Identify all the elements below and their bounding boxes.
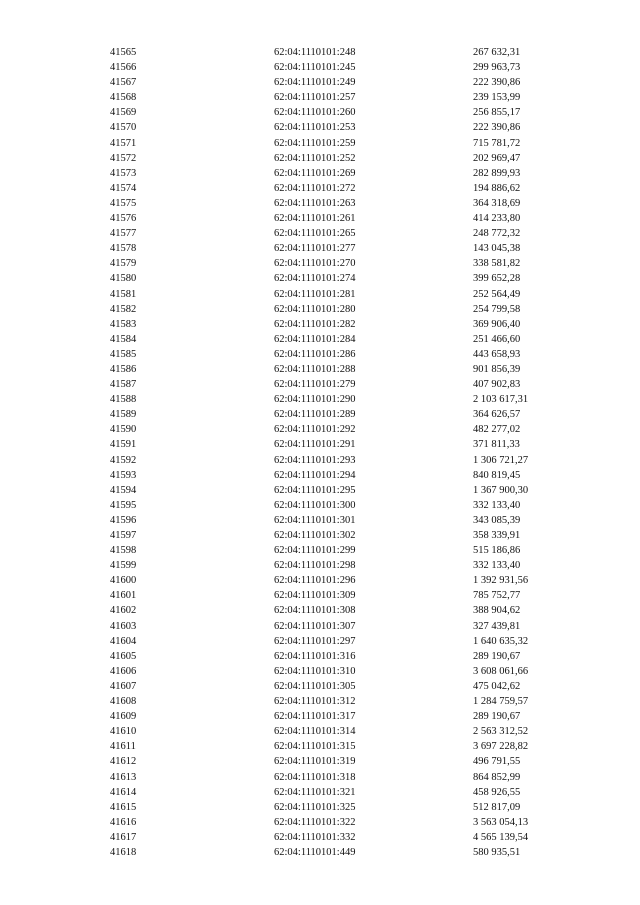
row-number: 41567 [110, 77, 137, 89]
cadastral-number: 62:04:1110101:269 [274, 167, 356, 179]
cadastral-number: 62:04:1110101:281 [274, 288, 356, 300]
table-row [0, 483, 640, 498]
table-row [0, 468, 640, 483]
cadastral-number: 62:04:1110101:321 [274, 786, 356, 798]
table-row [0, 739, 640, 754]
cadastral-value: 482 277,02 [473, 424, 521, 436]
cadastral-value: 143 045,38 [473, 243, 521, 255]
row-number: 41584 [110, 333, 137, 345]
cadastral-number: 62:04:1110101:249 [274, 77, 356, 89]
row-number: 41611 [110, 741, 136, 753]
cadastral-value: 364 318,69 [473, 197, 521, 209]
table-row [0, 619, 640, 634]
table-row [0, 634, 640, 649]
cadastral-value: 407 902,83 [473, 379, 521, 391]
cadastral-number: 62:04:1110101:259 [274, 137, 356, 149]
row-number: 41600 [110, 575, 137, 587]
table-row [0, 211, 640, 226]
table-row [0, 709, 640, 724]
table-row [0, 588, 640, 603]
cadastral-number: 62:04:1110101:292 [274, 424, 356, 436]
row-number: 41572 [110, 152, 137, 164]
cadastral-value: 3 697 228,82 [473, 741, 529, 753]
table-row [0, 271, 640, 286]
row-number: 41609 [110, 711, 137, 723]
cadastral-number: 62:04:1110101:252 [274, 152, 356, 164]
row-number: 41618 [110, 846, 137, 858]
cadastral-value: 343 085,39 [473, 514, 521, 526]
cadastral-number: 62:04:1110101:309 [274, 590, 356, 602]
cadastral-number: 62:04:1110101:310 [274, 665, 356, 677]
cadastral-number: 62:04:1110101:322 [274, 816, 356, 828]
cadastral-value: 1 284 759,57 [473, 696, 529, 708]
cadastral-value: 1 306 721,27 [473, 454, 529, 466]
cadastral-number: 62:04:1110101:257 [274, 92, 356, 104]
table-row [0, 45, 640, 60]
cadastral-value: 2 103 617,31 [473, 394, 529, 406]
row-number: 41579 [110, 258, 137, 270]
cadastral-value: 267 632,31 [473, 47, 521, 58]
table-row [0, 603, 640, 618]
cadastral-value: 388 904,62 [473, 605, 521, 617]
row-number: 41601 [110, 590, 137, 602]
cadastral-value: 580 935,51 [473, 846, 521, 858]
cadastral-number: 62:04:1110101:307 [274, 620, 356, 632]
table-row [0, 437, 640, 452]
table-row [0, 347, 640, 362]
table-row [0, 664, 640, 679]
row-number: 41575 [110, 197, 137, 209]
cadastral-value: 443 658,93 [473, 348, 521, 360]
table-row [0, 256, 640, 271]
cadastral-number: 62:04:1110101:449 [274, 846, 356, 858]
table-row [0, 287, 640, 302]
cadastral-value: 4 565 139,54 [473, 831, 529, 843]
row-number: 41588 [110, 394, 137, 406]
table-row [0, 407, 640, 422]
cadastral-value: 256 855,17 [473, 107, 521, 119]
cadastral-number: 62:04:1110101:299 [274, 545, 356, 557]
table-row [0, 543, 640, 558]
row-number: 41612 [110, 756, 137, 768]
cadastral-value: 715 781,72 [473, 137, 521, 149]
cadastral-number: 62:04:1110101:265 [274, 228, 356, 240]
table-row [0, 75, 640, 90]
row-number: 41604 [110, 635, 137, 647]
row-number: 41586 [110, 363, 137, 375]
row-number: 41585 [110, 348, 137, 360]
table-row [0, 649, 640, 664]
row-number: 41577 [110, 228, 137, 240]
cadastral-number: 62:04:1110101:297 [274, 635, 356, 647]
table-row [0, 90, 640, 105]
cadastral-value: 332 133,40 [473, 499, 521, 511]
table-row [0, 226, 640, 241]
table-row [0, 317, 640, 332]
table-row [0, 498, 640, 513]
cadastral-number: 62:04:1110101:298 [274, 560, 356, 572]
cadastral-number: 62:04:1110101:314 [274, 726, 356, 738]
cadastral-number: 62:04:1110101:279 [274, 379, 356, 391]
row-number: 41568 [110, 92, 137, 104]
cadastral-number: 62:04:1110101:291 [274, 439, 356, 451]
cadastral-value: 901 856,39 [473, 363, 521, 375]
row-number: 41589 [110, 409, 137, 421]
cadastral-value: 202 969,47 [473, 152, 521, 164]
table-row [0, 377, 640, 392]
table-row [0, 679, 640, 694]
row-number: 41607 [110, 680, 137, 692]
table-row [0, 513, 640, 528]
cadastral-number: 62:04:1110101:325 [274, 801, 356, 813]
cadastral-value: 251 466,60 [473, 333, 521, 345]
table-row [0, 120, 640, 135]
table-row [0, 105, 640, 120]
cadastral-value: 3 563 054,13 [473, 816, 529, 828]
row-number: 41576 [110, 213, 137, 225]
cadastral-value: 282 899,93 [473, 167, 521, 179]
table-row [0, 770, 640, 785]
cadastral-value: 1 640 635,32 [473, 635, 529, 647]
cadastral-number: 62:04:1110101:286 [274, 348, 356, 360]
table-row [0, 785, 640, 800]
cadastral-value: 2 563 312,52 [473, 726, 529, 738]
cadastral-number: 62:04:1110101:293 [274, 454, 356, 466]
row-number: 41570 [110, 122, 137, 134]
cadastral-value: 785 752,77 [473, 590, 521, 602]
row-number: 41615 [110, 801, 137, 813]
table-row [0, 332, 640, 347]
cadastral-value: 458 926,55 [473, 786, 521, 798]
cadastral-value: 840 819,45 [473, 469, 521, 481]
row-number: 41596 [110, 514, 137, 526]
table-row [0, 60, 640, 75]
cadastral-value: 371 811,33 [473, 439, 520, 451]
row-number: 41582 [110, 303, 137, 315]
cadastral-value: 239 153,99 [473, 92, 521, 104]
cadastral-value: 194 886,62 [473, 182, 521, 194]
row-number: 41583 [110, 318, 137, 330]
row-number: 41573 [110, 167, 137, 179]
row-number: 41590 [110, 424, 137, 436]
cadastral-value: 864 852,99 [473, 771, 521, 783]
table-row [0, 573, 640, 588]
cadastral-number: 62:04:1110101:312 [274, 696, 356, 708]
cadastral-value: 414 233,80 [473, 213, 521, 225]
cadastral-value: 364 626,57 [473, 409, 521, 421]
row-number: 41597 [110, 530, 137, 541]
cadastral-number: 62:04:1110101:295 [274, 484, 356, 496]
row-number: 41571 [110, 137, 137, 149]
cadastral-number: 62:04:1110101:317 [274, 711, 356, 723]
cadastral-number: 62:04:1110101:308 [274, 605, 356, 617]
table-row [0, 724, 640, 739]
row-number: 41593 [110, 469, 137, 481]
row-number: 41566 [110, 62, 137, 74]
cadastral-number: 62:04:1110101:274 [274, 273, 356, 285]
row-number: 41598 [110, 545, 137, 557]
cadastral-number: 62:04:1110101:300 [274, 499, 356, 511]
cadastral-value: 338 581,82 [473, 258, 521, 270]
cadastral-value: 254 799,58 [473, 303, 521, 315]
cadastral-number: 62:04:1110101:261 [274, 213, 356, 225]
data-table [0, 45, 640, 860]
cadastral-value: 1 392 931,56 [473, 575, 529, 587]
cadastral-value: 369 906,40 [473, 318, 521, 330]
row-number: 41595 [110, 499, 137, 511]
table-row [0, 694, 640, 709]
cadastral-number: 62:04:1110101:305 [274, 680, 356, 692]
row-number: 41613 [110, 771, 137, 783]
table-row [0, 528, 640, 543]
table-row [0, 453, 640, 468]
cadastral-number: 62:04:1110101:301 [274, 514, 356, 526]
cadastral-value: 1 367 900,30 [473, 484, 529, 496]
cadastral-number: 62:04:1110101:245 [274, 62, 356, 74]
cadastral-number: 62:04:1110101:253 [274, 122, 356, 134]
cadastral-number: 62:04:1110101:316 [274, 650, 356, 662]
row-number: 41616 [110, 816, 137, 828]
row-number: 41565 [110, 47, 137, 58]
cadastral-number: 62:04:1110101:319 [274, 756, 356, 768]
row-number: 41592 [110, 454, 137, 466]
table-row [0, 392, 640, 407]
cadastral-value: 289 190,67 [473, 711, 521, 723]
cadastral-number: 62:04:1110101:282 [274, 318, 356, 330]
row-number: 41574 [110, 182, 137, 194]
table-row [0, 754, 640, 769]
table-row [0, 136, 640, 151]
table-row [0, 422, 640, 437]
cadastral-value: 358 339,91 [473, 530, 521, 541]
table-row [0, 181, 640, 196]
cadastral-value: 332 133,40 [473, 560, 521, 572]
cadastral-value: 515 186,86 [473, 545, 521, 557]
cadastral-number: 62:04:1110101:294 [274, 469, 356, 481]
cadastral-number: 62:04:1110101:332 [274, 831, 356, 843]
cadastral-number: 62:04:1110101:248 [274, 47, 356, 58]
row-number: 41580 [110, 273, 137, 285]
row-number: 41608 [110, 696, 137, 708]
cadastral-number: 62:04:1110101:270 [274, 258, 356, 270]
cadastral-number: 62:04:1110101:284 [274, 333, 356, 345]
table-row [0, 830, 640, 845]
row-number: 41606 [110, 665, 137, 677]
cadastral-number: 62:04:1110101:302 [274, 530, 356, 541]
row-number: 41617 [110, 831, 137, 843]
cadastral-number: 62:04:1110101:296 [274, 575, 356, 587]
cadastral-value: 327 439,81 [473, 620, 521, 632]
cadastral-value: 512 817,09 [473, 801, 521, 813]
cadastral-number: 62:04:1110101:272 [274, 182, 356, 194]
row-number: 41614 [110, 786, 137, 798]
table-row [0, 800, 640, 815]
table-row [0, 241, 640, 256]
table-row [0, 302, 640, 317]
cadastral-value: 399 652,28 [473, 273, 521, 285]
cadastral-value: 289 190,67 [473, 650, 521, 662]
cadastral-number: 62:04:1110101:280 [274, 303, 356, 315]
row-number: 41599 [110, 560, 137, 572]
row-number: 41581 [110, 288, 137, 300]
cadastral-value: 248 772,32 [473, 228, 521, 240]
cadastral-value: 475 042,62 [473, 680, 521, 692]
row-number: 41605 [110, 650, 137, 662]
cadastral-number: 62:04:1110101:288 [274, 363, 356, 375]
cadastral-value: 222 390,86 [473, 77, 521, 89]
row-number: 41569 [110, 107, 137, 119]
table-row [0, 151, 640, 166]
table-row [0, 362, 640, 377]
row-number: 41578 [110, 243, 137, 255]
cadastral-number: 62:04:1110101:263 [274, 197, 356, 209]
cadastral-number: 62:04:1110101:318 [274, 771, 356, 783]
cadastral-number: 62:04:1110101:315 [274, 741, 356, 753]
table-row [0, 166, 640, 181]
row-number: 41587 [110, 379, 137, 391]
table-row [0, 196, 640, 211]
cadastral-number: 62:04:1110101:277 [274, 243, 356, 255]
row-number: 41602 [110, 605, 137, 617]
cadastral-value: 252 564,49 [473, 288, 521, 300]
row-number: 41594 [110, 484, 137, 496]
cadastral-value: 3 608 061,66 [473, 665, 529, 677]
cadastral-value: 299 963,73 [473, 62, 521, 74]
cadastral-value: 222 390,86 [473, 122, 521, 134]
cadastral-number: 62:04:1110101:290 [274, 394, 356, 406]
cadastral-number: 62:04:1110101:260 [274, 107, 356, 119]
table-row [0, 845, 640, 860]
cadastral-value: 496 791,55 [473, 756, 521, 768]
row-number: 41591 [110, 439, 137, 451]
table-row [0, 558, 640, 573]
table-row [0, 815, 640, 830]
cadastral-number: 62:04:1110101:289 [274, 409, 356, 421]
row-number: 41610 [110, 726, 137, 738]
row-number: 41603 [110, 620, 137, 632]
